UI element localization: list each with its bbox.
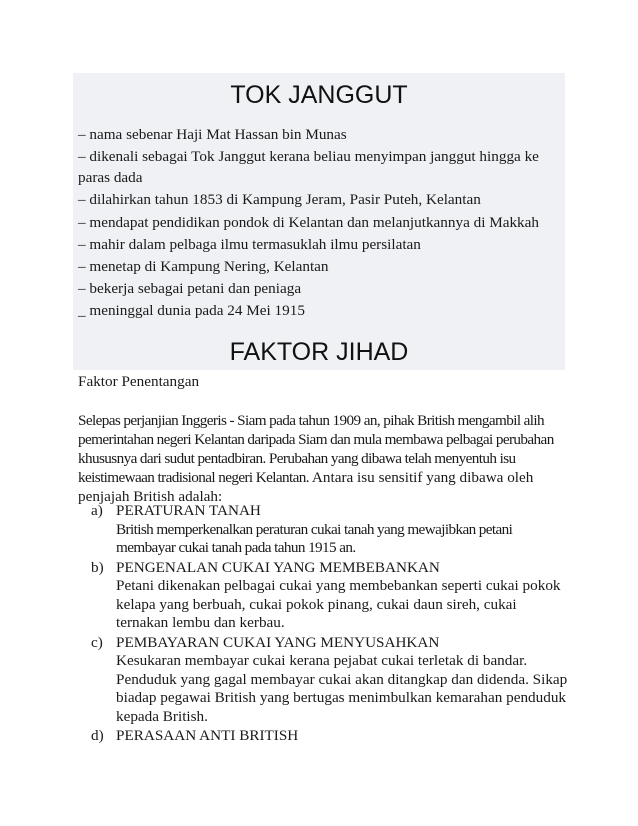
intro-text-part-a: Selepas perjanjian Inggeris - Siam pada tahun 1909 an, pihak British mengambil alih pemerintahan negeri Kelantan daripada Siam dan mula membawa pelbagai perubahan khususnya dari sudut pentadbiran. Perubahan yang dibawa telah menyentuh isu keistimewaan tradisional negeri Kelantan. xyxy=(78,412,554,486)
intro-paragraph xyxy=(78,411,562,506)
factor-body xyxy=(116,727,571,746)
bio-item: – dikenali sebagai Tok Janggut kerana beliau menyimpan janggut hingga ke paras dada xyxy=(78,148,539,187)
factor-body xyxy=(116,634,571,727)
bio-item: – mahir dalam pelbaga ilmu termasuklah ilmu persilatan xyxy=(78,235,421,253)
factor-marker: a) xyxy=(91,502,103,519)
factor-heading: PENGENALAN CUKAI YANG MEMBEBANKAN xyxy=(116,558,440,576)
bio-item: – mendapat pendidikan pondok di Kelantan dan melanjutkannya di Makkah xyxy=(78,213,539,231)
factor-description: British memperkenalkan peraturan cukai tanah yang mewajibkan petani membayar cukai tanah pada tahun 1915 an. xyxy=(116,520,513,556)
factor-description: Petani dikenakan pelbagai cukai yang membebankan seperti cukai pokok kelapa yang berbuah, cukai pokok pinang, cukai daun sireh, cukai ternakan lembu dan kerbau. xyxy=(116,577,561,631)
factor-body xyxy=(116,559,571,633)
bio-item: – dilahirkan tahun 1853 di Kampung Jeram, Pasir Puteh, Kelantan xyxy=(78,191,481,209)
factor-marker: b) xyxy=(91,558,104,576)
factor-heading: PERATURAN TANAH xyxy=(116,502,261,519)
intro-text-part-b: Antara isu sensitif yang dibawa oleh penjajah British adalah: xyxy=(78,469,534,505)
factor-heading: PERASAAN ANTI BRITISH xyxy=(116,727,299,744)
heading-tok-janggut: TOK JANGGUT xyxy=(230,81,408,109)
factor-item xyxy=(91,502,571,558)
biography-list xyxy=(78,124,564,323)
factor-item xyxy=(91,559,571,633)
bio-item: – bekerja sebagai petani dan peniaga xyxy=(78,280,302,298)
factor-item xyxy=(91,634,571,727)
bio-item: _ meninggal dunia pada 24 Mei 1915 xyxy=(78,302,305,320)
heading-faktor-jihad: FAKTOR JIHAD xyxy=(229,338,409,366)
bio-item: – menetap di Kampung Nering, Kelantan xyxy=(78,257,329,275)
factor-marker: c) xyxy=(91,633,103,651)
factor-marker: d) xyxy=(91,727,104,744)
section-label: Faktor Penentangan xyxy=(78,373,200,390)
factor-description: Kesukaran membayar cukai kerana pejabat cukai terletak di bandar. Penduduk yang gagal membayar cukai akan ditangkap dan didenda. Sikap biadap pegawai British yang bertugas menimbulkan kemarahan penduduk kepada British. xyxy=(116,652,568,725)
factor-item xyxy=(91,727,571,746)
bio-item: – nama sebenar Haji Mat Hassan bin Munas xyxy=(78,126,347,143)
factor-body xyxy=(116,502,571,558)
factors-list xyxy=(91,502,571,747)
factor-heading: PEMBAYARAN CUKAI YANG MENYUSAHKAN xyxy=(116,633,440,651)
